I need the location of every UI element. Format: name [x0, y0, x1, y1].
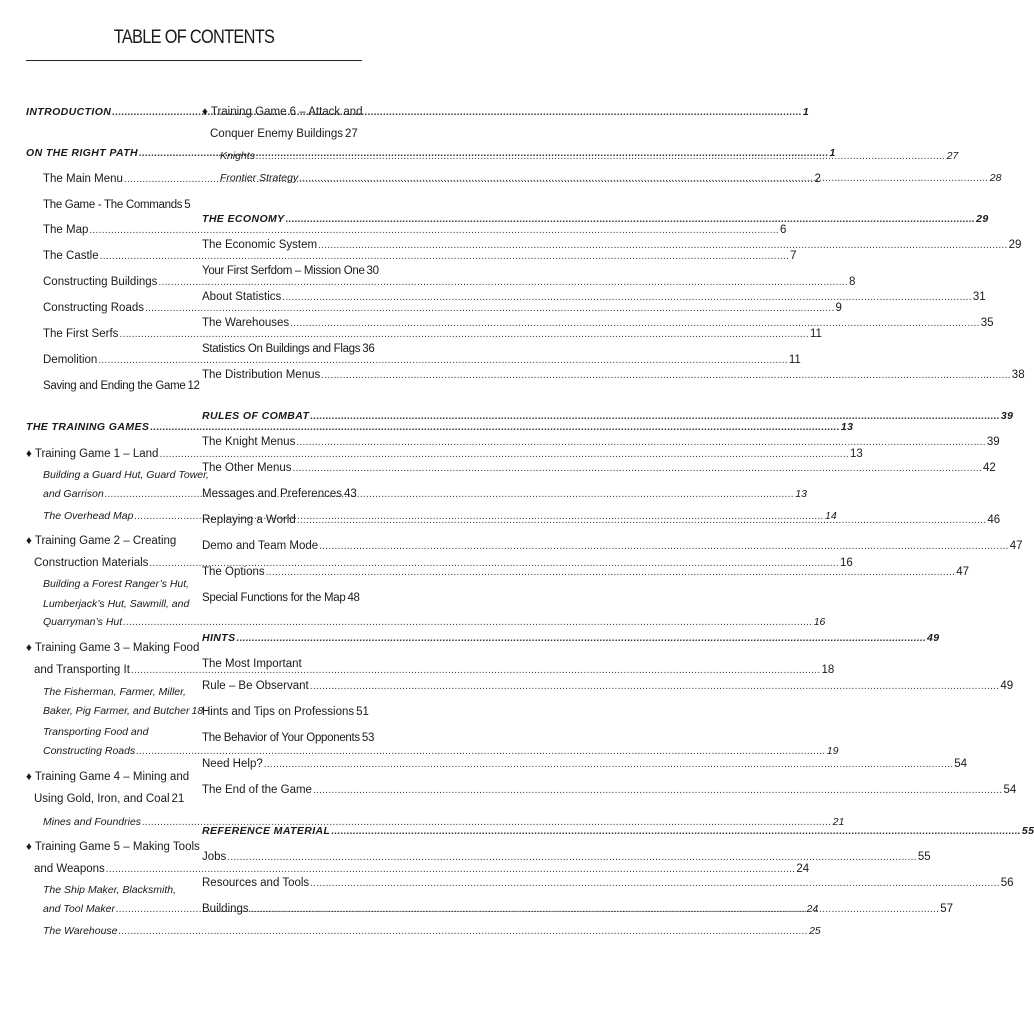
toc-subentry-line: The Ship Maker, Blacksmith,	[43, 884, 177, 896]
toc-page-number: 42	[983, 462, 996, 474]
toc-page-number: 1	[829, 147, 836, 159]
toc-entry-label: Jobs	[202, 851, 227, 863]
toc-entry-label: INTRODUCTION	[26, 106, 112, 118]
toc-page-number: 21	[832, 816, 845, 828]
toc-entry-label: Buildings	[202, 903, 249, 915]
toc-page-number: 24	[796, 863, 810, 875]
toc-page-number: 51	[356, 706, 369, 718]
toc-entry-label: About Statistics	[202, 291, 282, 303]
toc-page-number: 27	[344, 128, 358, 140]
toc-entry-label: ♦ Training Game 1 – Land	[26, 448, 159, 460]
toc-subentry-line: Lumberjack’s Hut, Sawmill, and	[43, 598, 190, 610]
toc-entry-training-game-6[interactable]	[210, 126, 358, 142]
toc-page-number: 39	[986, 436, 1000, 448]
toc-entry-label: The Map	[43, 224, 89, 236]
leader-dots	[321, 368, 1011, 384]
toc-entry-label: Mines and Foundries	[43, 816, 142, 828]
leader-dots	[310, 679, 1000, 695]
toc-entry-label: The Knight Menus	[202, 436, 296, 448]
toc-entry-line: ♦ Training Game 3 – Making Food	[26, 642, 200, 654]
toc-page-number: 25	[809, 925, 821, 937]
toc-page-number: 55	[1021, 825, 1034, 837]
toc-entry-label: Quarryman’s Hut	[43, 616, 123, 628]
toc-subentry-line: Transporting Food and	[43, 726, 149, 738]
toc-entry-line: ♦ Training Game 5 – Making Tools	[26, 841, 200, 853]
toc-entry-line: ♦ Training Game 6 – Attack and	[202, 106, 363, 118]
leader-dots	[264, 757, 954, 773]
toc-page-number: 49	[927, 632, 940, 644]
toc-page-number: 7	[790, 250, 797, 262]
toc-entry-label: The End of the Game	[202, 784, 312, 796]
toc-page-number: 49	[1000, 680, 1014, 692]
toc-entry-label: Knights	[220, 150, 256, 162]
toc-page-number: 16	[839, 557, 853, 569]
toc-entry[interactable]	[202, 434, 1000, 450]
toc-entry[interactable]	[202, 730, 375, 746]
toc-page-number: 12	[187, 380, 200, 392]
toc-entry-label: Demolition	[43, 354, 98, 366]
leader-dots	[331, 824, 1021, 840]
toc-entry[interactable]	[202, 756, 968, 772]
toc-entry[interactable]	[202, 341, 375, 357]
toc-entry-label: THE ECONOMY	[202, 213, 285, 225]
leader-dots	[292, 461, 982, 477]
toc-page-number: 57	[940, 903, 954, 915]
toc-page-number: 43	[344, 488, 357, 500]
toc-page-number: 13	[850, 448, 863, 460]
toc-page-number: 11	[809, 328, 822, 340]
leader-dots	[290, 316, 980, 332]
leader-dots	[310, 876, 1000, 892]
leader-dots	[296, 435, 986, 451]
toc-entry[interactable]	[202, 849, 931, 865]
toc-page-number: 47	[956, 566, 969, 578]
toc-entry-label: Special Functions for the Map	[202, 592, 346, 604]
toc-entry-label: Constructing Roads	[43, 745, 136, 757]
toc-entry-label: The Behavior of Your Opponents	[202, 732, 360, 744]
toc-page-number: 55	[917, 851, 931, 863]
leader-dots	[297, 513, 987, 529]
toc-subentry-line: Building a Forest Ranger’s Hut,	[43, 578, 190, 590]
toc-entry[interactable]	[202, 564, 969, 580]
toc-page-number: 14	[825, 510, 837, 522]
toc-subentry[interactable]	[220, 148, 959, 164]
toc-entry[interactable]	[202, 237, 1022, 253]
toc-entry-label: Baker, Pig Farmer, and Butcher	[43, 705, 190, 717]
toc-page-number: 30	[366, 265, 379, 277]
toc-page-number: 53	[361, 732, 375, 744]
toc-entry-label: Constructing Roads	[43, 302, 144, 314]
toc-page-number: 19	[826, 745, 839, 757]
toc-entry-hints[interactable]	[202, 630, 940, 646]
toc-entry-label: The First Serfs	[43, 328, 119, 340]
toc-page-number: 35	[980, 317, 994, 329]
toc-page-number: 18	[821, 664, 835, 676]
toc-page-number: 29	[1008, 239, 1022, 251]
toc-entry[interactable]	[202, 263, 379, 279]
leader-dots	[256, 149, 946, 165]
toc-page-number: 6	[779, 224, 787, 236]
toc-entry-label: The Distribution Menus	[202, 369, 321, 381]
toc-page-number: 46	[987, 514, 1001, 526]
toc-entry-label: Frontier Strategy	[220, 172, 299, 184]
leader-dots	[227, 850, 917, 866]
toc-entry-economy[interactable]	[202, 211, 989, 227]
toc-page-number: 47	[1009, 540, 1023, 552]
leader-dots	[310, 409, 1000, 425]
toc-subentry[interactable]	[220, 170, 1002, 186]
toc-page-number: 27	[946, 150, 959, 162]
page-title: TABLE OF CONTENTS	[113, 27, 275, 48]
toc-entry[interactable]	[202, 782, 1017, 798]
toc-entry[interactable]	[202, 486, 357, 502]
toc-entry-label: HINTS	[202, 632, 236, 644]
toc-entry-label: Using Gold, Iron, and Coal	[34, 793, 170, 805]
toc-page-number: 48	[347, 592, 360, 604]
toc-page-number: 54	[1003, 784, 1017, 796]
toc-page-number: 9	[835, 302, 842, 314]
toc-entry-label: ON THE RIGHT PATH	[26, 147, 138, 159]
toc-entry-label: Hints and Tips on Professions	[202, 706, 355, 718]
toc-entry-label: Conquer Enemy Buildings	[210, 128, 343, 140]
toc-entry[interactable]	[202, 315, 994, 331]
toc-entry-label: The Warehouse	[43, 925, 118, 937]
leader-dots	[250, 902, 940, 918]
toc-entry[interactable]	[202, 289, 986, 305]
toc-entry-label: The Economic System	[202, 239, 318, 251]
toc-entry-label: The Options	[202, 566, 265, 578]
leader-dots	[266, 565, 956, 581]
toc-page-number: 8	[848, 276, 856, 288]
toc-entry[interactable]	[202, 538, 1023, 554]
toc-page-number: 1	[802, 106, 810, 118]
toc-entry-label: Replaying a World	[202, 514, 296, 526]
toc-entry-label: Your First Serfdom – Mission One	[202, 265, 365, 277]
toc-subentry-line: Building a Guard Hut, Guard Tower,	[43, 469, 209, 481]
toc-page-number: 21	[171, 793, 185, 805]
toc-entry-label: Saving and Ending the Game	[43, 380, 186, 392]
toc-entry-reference-material[interactable]	[202, 823, 1034, 839]
toc-entry-label: REFERENCE MATERIAL	[202, 825, 331, 837]
toc-entry-label: Rule – Be Observant	[202, 680, 309, 692]
toc-subentry-line: The Fisherman, Farmer, Miller,	[43, 686, 186, 698]
toc-entry-label: Need Help?	[202, 758, 263, 770]
toc-entry[interactable]	[202, 875, 1014, 891]
toc-entry-line: ♦ Training Game 4 – Mining and	[26, 771, 190, 783]
toc-page-number: 56	[1000, 877, 1014, 889]
leader-dots	[282, 290, 972, 306]
toc-entry-label: The Game - The Commands	[43, 199, 183, 211]
toc-entry[interactable]	[202, 704, 369, 720]
toc-page-number: 39	[1000, 410, 1014, 422]
toc-entry-label: The Overhead Map	[43, 510, 134, 522]
toc-entry-label: Messages and Preferences	[202, 488, 342, 500]
toc-entry[interactable]	[202, 367, 1025, 383]
toc-page-number: 13	[840, 421, 854, 433]
toc-page-number: 18	[191, 705, 204, 717]
toc-page-number: 5	[184, 199, 191, 211]
toc-entry-label: The Other Menus	[202, 462, 292, 474]
toc-page-number: 13	[795, 488, 807, 500]
toc-page-number: 29	[976, 213, 989, 225]
leader-dots	[319, 539, 1009, 555]
toc-entry-label: RULES OF COMBAT	[202, 410, 310, 422]
toc-page-number: 38	[1011, 369, 1025, 381]
leader-dots	[299, 171, 989, 187]
toc-entry-line: The Most Important	[202, 658, 302, 670]
toc-entry-rules-of-combat[interactable]	[202, 408, 1014, 424]
toc-entry-label: Demo and Team Mode	[202, 540, 319, 552]
toc-entry-label: Statistics On Buildings and Flags	[202, 343, 361, 355]
toc-page-number: 11	[788, 354, 801, 366]
toc-entry[interactable]	[202, 460, 996, 476]
toc-page-number: 28	[989, 172, 1002, 184]
toc-entry-label: Construction Materials	[34, 557, 149, 569]
leader-dots	[318, 238, 1008, 254]
toc-entry-label: and Transporting It	[34, 664, 130, 676]
leader-dots	[313, 783, 1003, 799]
toc-entry-line: ♦ Training Game 2 – Creating	[26, 535, 177, 547]
toc-entry-label: and Tool Maker	[43, 903, 115, 915]
toc-entry-label: and Garrison	[43, 488, 104, 500]
toc-entry-label: THE TRAINING GAMES	[26, 421, 150, 433]
toc-entry-label: Resources and Tools	[202, 877, 310, 889]
leader-dots	[286, 212, 976, 228]
toc-page-number: 31	[972, 291, 986, 303]
toc-entry-label: The Warehouses	[202, 317, 290, 329]
toc-entry[interactable]	[202, 678, 1014, 694]
toc-page-number: 54	[954, 758, 968, 770]
toc-page-number: 16	[813, 616, 826, 628]
toc-page-number: 2	[814, 173, 821, 185]
toc-entry-label: and Weapons	[34, 863, 105, 875]
toc-entry-label: The Castle	[43, 250, 99, 262]
toc-entry-label: Constructing Buildings	[43, 276, 158, 288]
toc-entry-label: The Main Menu	[43, 173, 123, 185]
toc-page-number: 24	[806, 903, 819, 915]
leader-dots	[237, 631, 927, 647]
toc-page-number: 36	[362, 343, 375, 355]
toc-entry[interactable]	[202, 590, 360, 606]
